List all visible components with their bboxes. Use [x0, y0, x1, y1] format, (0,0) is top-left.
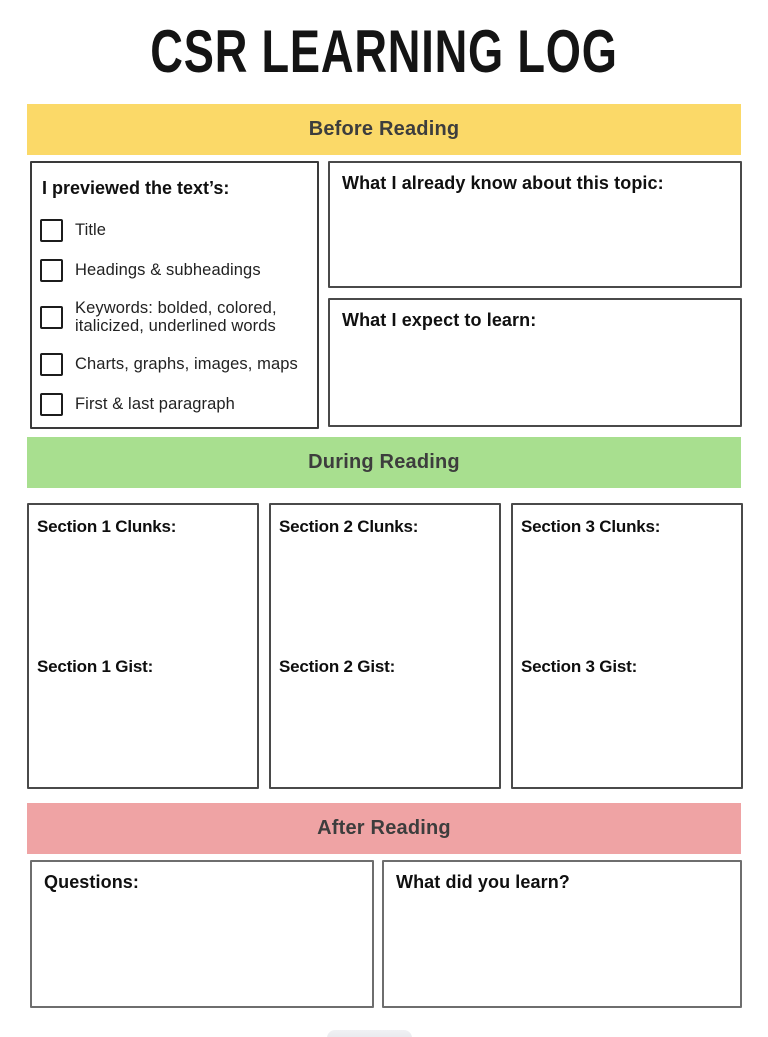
expect-learn-answer-box[interactable] — [328, 298, 742, 427]
checkbox-paragraph[interactable] — [40, 393, 63, 416]
what-did-you-learn-answer-box[interactable] — [382, 860, 742, 1008]
checklist-heading: I previewed the text’s: — [42, 178, 230, 198]
checklist-item-label: First & last paragraph — [75, 395, 235, 414]
checklist-item-label: Charts, graphs, images, maps — [75, 355, 298, 374]
what-did-you-learn-label: What did you learn? — [396, 872, 570, 892]
section-3-answer-box[interactable] — [511, 503, 743, 789]
before-reading-banner-label: Before Reading — [308, 118, 460, 140]
page-title: CSR LEARNING LOG — [150, 17, 618, 86]
next-page-peek — [327, 1030, 412, 1037]
checklist-item-label: Title — [75, 221, 107, 240]
checklist-item-headings[interactable] — [40, 259, 311, 282]
after-reading-banner — [27, 803, 741, 854]
after-reading-banner-label: After Reading — [317, 817, 451, 839]
section-1-answer-box[interactable] — [27, 503, 259, 789]
during-reading-banner-label: During Reading — [308, 451, 460, 473]
during-reading-banner — [27, 437, 741, 488]
section-1-gist-label: Section 1 Gist: — [37, 657, 154, 676]
checklist-item-charts[interactable] — [40, 353, 311, 376]
questions-answer-box[interactable] — [30, 860, 374, 1008]
checkbox-charts[interactable] — [40, 353, 63, 376]
checklist-item-label: Keywords: bolded, colored, italicized, underlined words — [75, 299, 277, 336]
already-know-label: What I already know about this topic: — [342, 173, 664, 193]
checkbox-headings[interactable] — [40, 259, 63, 282]
checklist-item-paragraph[interactable] — [40, 393, 311, 416]
section-3-gist-label: Section 3 Gist: — [521, 657, 638, 676]
before-reading-banner — [27, 104, 741, 155]
questions-label: Questions: — [44, 872, 140, 892]
checkbox-title[interactable] — [40, 219, 63, 242]
checklist-item-label: Headings & subheadings — [75, 261, 261, 280]
section-2-clunks-label: Section 2 Clunks: — [279, 517, 419, 536]
checklist-item-title[interactable] — [40, 219, 311, 242]
already-know-answer-box[interactable] — [328, 161, 742, 288]
expect-learn-label: What I expect to learn: — [342, 310, 537, 330]
section-2-gist-label: Section 2 Gist: — [279, 657, 396, 676]
section-2-answer-box[interactable] — [269, 503, 501, 789]
checklist-item-keywords[interactable] — [40, 299, 311, 336]
section-3-clunks-label: Section 3 Clunks: — [521, 517, 661, 536]
section-1-clunks-label: Section 1 Clunks: — [37, 517, 177, 536]
preview-checklist-box — [30, 161, 319, 429]
checkbox-keywords[interactable] — [40, 306, 63, 329]
